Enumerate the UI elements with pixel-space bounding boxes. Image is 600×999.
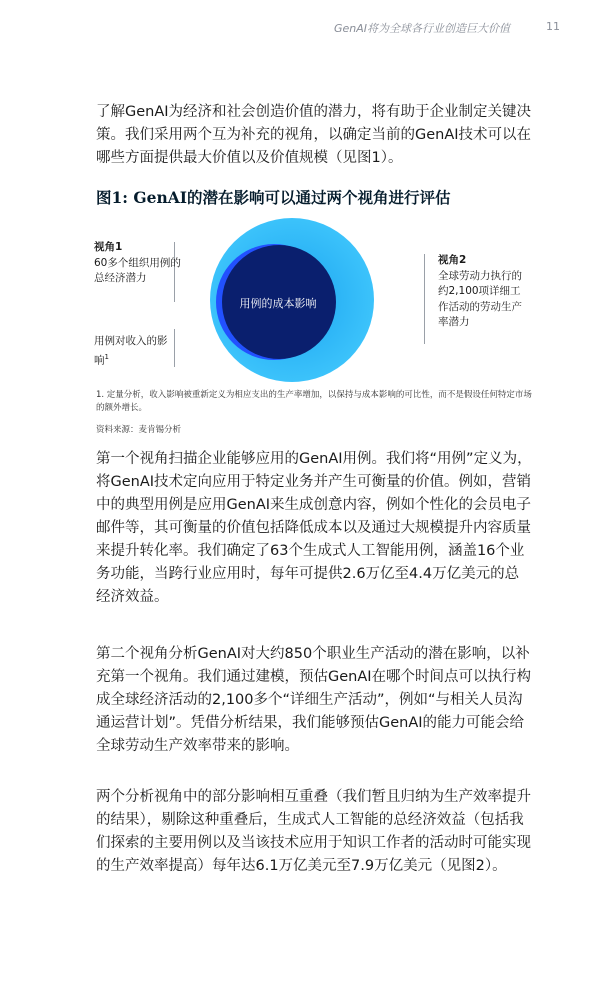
lens1-label — [94, 240, 184, 287]
running-header: GenAI将为全球各行业创造巨大价值 — [333, 22, 510, 35]
overlap-paragraph: 两个分析视角中的部分影响相互重叠（我们暂且归纳为生产效率提升的结果），剔除这种重叠后，生成式人工智能的总经济效益（包括我们探索的主要用例以及当该技术应用于知识工作者的活动时可能实现的生产效率提高）每年达6.1万亿美元至7.9万亿美元（见图2）。 — [96, 789, 531, 874]
cost-impact-label: 用例的成本影响 — [239, 297, 317, 310]
lens2-paragraph: 第二个视角分析GenAI对大约850个职业生产活动的潜在影响，以补充第一个视角。我们通过建模，预估GenAI在哪个时间点可以执行构成全球经济活动的2,100多个“详细生产活动”，例如“与相关人员沟通运营计划”。凭借分析结果，我们能够预估GenAI的能力可能会给全球劳动生产效率带来的影响。 — [96, 646, 532, 754]
lens1-description: 60多个组织用例的总经济潜力 — [94, 256, 181, 284]
revenue-impact-text: 用例对收入的影响 — [94, 335, 168, 366]
footnote-marker: 1 — [104, 352, 109, 361]
figure-title: 图1: GenAI的潜在影响可以通过两个视角进行评估 — [96, 188, 451, 207]
page-number: 11 — [546, 20, 560, 33]
figure-1 — [80, 216, 540, 386]
revenue-bracket — [174, 329, 175, 367]
revenue-impact-label — [94, 334, 174, 369]
lens1-paragraph: 第一个视角扫描企业能够应用的GenAI用例。我们将“用例”定义为，将GenAI技术定向应用于特定业务并产生可衡量的价值。例如，营销中的典型用例是应用GenAI来生成创意内容，例如个性化的会员电子邮件等，其可衡量的价值包括降低成本以及通过大规模提升内容质量来提升转化率。我们确定了63个生成式人工智能用例，涵盖16个业务功能，当跨行业应用时，每年可提供2.6万亿至4.4万亿美元的总经济效益。 — [96, 451, 532, 605]
lens2-label — [438, 253, 528, 331]
lens2-bracket — [424, 254, 425, 344]
figure-source: 资料来源：麦肯锡分析 — [96, 425, 182, 435]
intro-paragraph: 了解GenAI为经济和社会创造价值的潜力，将有助于企业制定关键决策。我们采用两个互为补充的视角，以确定当前的GenAI技术可以在哪些方面提供最大价值以及价值规模（见图1）。 — [96, 104, 532, 166]
lens1-title: 视角1 — [94, 241, 123, 253]
figure-footnote: 1. 定量分析，收入影响被重新定义为相应支出的生产率增加，以保持与成本影响的可比性，而不是假设任何特定市场的额外增长。 — [96, 390, 532, 413]
lens2-description: 全球劳动力执行的约2,100项详细工作活动的劳动生产率潜力 — [438, 269, 522, 328]
lens2-title: 视角2 — [438, 254, 467, 266]
